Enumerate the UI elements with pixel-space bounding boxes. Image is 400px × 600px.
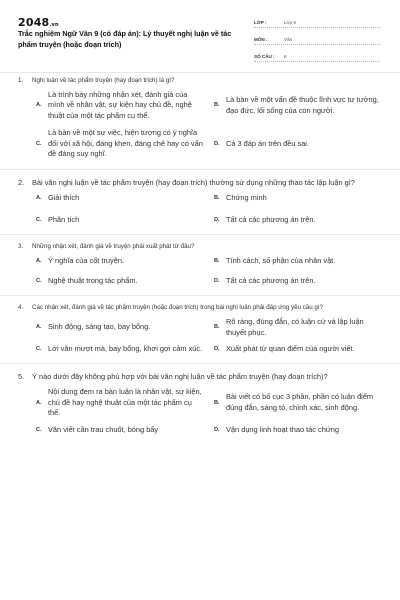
question-number: 2. [18, 178, 25, 188]
meta-value: Lớp 9 [284, 20, 296, 25]
question-text: Nghị luận về tác phẩm truyện (hay đoạn trích) là gì? [32, 77, 175, 84]
question-header [18, 178, 382, 189]
option-letter: D. [214, 345, 220, 352]
option-d[interactable] [214, 128, 382, 160]
question-4 [0, 304, 400, 354]
option-a[interactable] [36, 387, 204, 419]
option-grid [18, 317, 382, 354]
option-letter: B. [214, 399, 220, 406]
question-3 [0, 243, 400, 286]
question-text: Bài văn nghị luận về tác phẩm truyện (hay đoạn trích) thường sử dụng những thao tác lập luận gì? [32, 178, 355, 188]
option-a[interactable] [36, 90, 204, 122]
meta-label: MÔN : [254, 37, 268, 42]
site-logo[interactable] [18, 16, 59, 29]
option-letter: B. [214, 194, 220, 201]
option-grid [18, 387, 382, 436]
question-header [18, 243, 382, 252]
page-header [0, 0, 400, 68]
question-2 [0, 178, 400, 225]
option-letter: D. [214, 277, 220, 284]
header-divider [0, 72, 400, 73]
meta-row-subject [254, 32, 380, 45]
option-letter: D. [214, 427, 220, 434]
option-letter: A. [36, 102, 42, 109]
logo-main: 2048 [18, 16, 50, 29]
question-list [0, 77, 400, 436]
question-divider [0, 169, 400, 170]
option-text: Phân tích [48, 214, 80, 224]
option-text: Vận dụng linh hoạt thao tác chứng [226, 425, 340, 435]
meta-value: Văn [284, 37, 293, 42]
question-header [18, 372, 382, 383]
quiz-meta [254, 15, 380, 66]
option-d[interactable] [214, 276, 382, 287]
option-letter: C. [36, 216, 42, 223]
option-text: Bài viết có bố cục 3 phần, phần có luận điểm đúng đắn, sáng tỏ, chính xác, sinh động. [226, 392, 374, 413]
option-letter: B. [214, 102, 220, 109]
option-d[interactable] [214, 425, 382, 436]
option-grid [18, 193, 382, 226]
option-letter: B. [214, 324, 220, 331]
meta-label: SỐ CÂU : [254, 54, 275, 59]
option-c[interactable] [36, 215, 204, 226]
option-b[interactable] [214, 387, 382, 419]
question-header [18, 77, 382, 86]
option-text: Lời văn mượt mà, bay bổng, khơi gợi cảm xúc. [48, 343, 203, 353]
option-text: Là bàn về một vấn đề thuộc lĩnh vực tư tưởng, đạo đức, lối sống của con người. [226, 94, 379, 115]
option-letter: A. [36, 399, 42, 406]
option-b[interactable] [214, 256, 382, 267]
option-b[interactable] [214, 90, 382, 122]
option-letter: A. [36, 194, 42, 201]
option-b[interactable] [214, 193, 382, 204]
option-text: Là trình bày những nhận xét, đánh giá của mình về nhân vật, sự kiện hay chủ đề, nghệ thuật của một tác phẩm cụ thể. [48, 89, 192, 121]
option-a[interactable] [36, 193, 204, 204]
option-text: Nghệ thuật trong tác phẩm. [48, 275, 138, 285]
option-text: Rõ ràng, đúng đắn, có luận cứ và lập luận thuyết phục. [226, 316, 364, 337]
option-text: Xuất phát từ quan điểm của người viết. [226, 343, 355, 353]
option-letter: B. [214, 257, 220, 264]
meta-row-grade [254, 15, 380, 28]
option-text: Là bàn về một sự việc, hiện tượng có ý nghĩa đối với xã hội, đáng khen, đáng chê hay có vấn đề đáng suy nghĩ. [48, 127, 203, 159]
option-d[interactable] [214, 344, 382, 355]
option-text: Nội dung đem ra bàn luận là nhân vật, sự kiện, chủ đề hay nghệ thuật của một tác phẩm cụ thể. [48, 386, 202, 418]
question-number: 1. [18, 77, 24, 84]
option-c[interactable] [36, 276, 204, 287]
option-c[interactable] [36, 128, 204, 160]
option-text: Giải thích [48, 192, 80, 202]
option-grid [18, 256, 382, 287]
option-grid [18, 90, 382, 161]
option-d[interactable] [214, 215, 382, 226]
option-text: Chứng minh [226, 192, 267, 202]
option-text: Cả 3 đáp án trên đều sai. [226, 138, 309, 148]
option-c[interactable] [36, 425, 204, 436]
option-letter: C. [36, 345, 42, 352]
meta-row-count [254, 49, 380, 62]
option-a[interactable] [36, 317, 204, 339]
option-text: Tính cách, số phận của nhân vật. [226, 255, 336, 265]
question-divider [0, 234, 400, 235]
question-5 [0, 372, 400, 436]
logo-suffix: .vn [49, 22, 59, 28]
question-text: Những nhận xét, đánh giá về truyện phải xuất phát từ đâu? [32, 243, 195, 251]
option-a[interactable] [36, 256, 204, 267]
option-letter: C. [36, 427, 42, 434]
question-text: Các nhận xét, đánh giá về tác phẩm truyện (hoặc đoạn trích) trong bài nghị luận phải đáp ứng yêu cầu gì? [32, 304, 324, 312]
question-header [18, 304, 382, 313]
meta-label: LỚP : [254, 20, 267, 25]
option-letter: D. [214, 216, 220, 223]
option-text: Ý nghĩa của cốt truyện. [48, 255, 125, 265]
option-letter: C. [36, 140, 42, 147]
meta-value: 6 [284, 54, 287, 59]
question-number: 3. [18, 243, 24, 251]
option-b[interactable] [214, 317, 382, 339]
option-letter: D. [214, 140, 220, 147]
option-text: Văn viết cần trau chuốt, bóng bẩy [48, 425, 159, 435]
question-text: Ý nào dưới đây không phù hợp với bài văn nghị luận về tác phẩm truyện (hay đoạn trích)? [32, 372, 328, 382]
option-letter: A. [36, 257, 42, 264]
question-number: 4. [18, 304, 24, 312]
option-letter: A. [36, 324, 42, 331]
question-divider [0, 363, 400, 364]
question-number: 5. [18, 372, 25, 382]
question-1 [0, 77, 400, 160]
option-letter: C. [36, 277, 42, 284]
option-text: Sinh động, sáng tạo, bay bổng. [48, 322, 151, 332]
option-c[interactable] [36, 344, 204, 355]
option-text: Tất cả các phương án trên. [226, 214, 316, 224]
option-text: Tất cả các phương án trên. [226, 275, 316, 285]
question-divider [0, 295, 400, 296]
page-title: Trắc nghiệm Ngữ Văn 9 (có đáp án): Lý thuyết nghị luận về tác phẩm truyện (hoặc đoạn trích) [18, 29, 232, 49]
